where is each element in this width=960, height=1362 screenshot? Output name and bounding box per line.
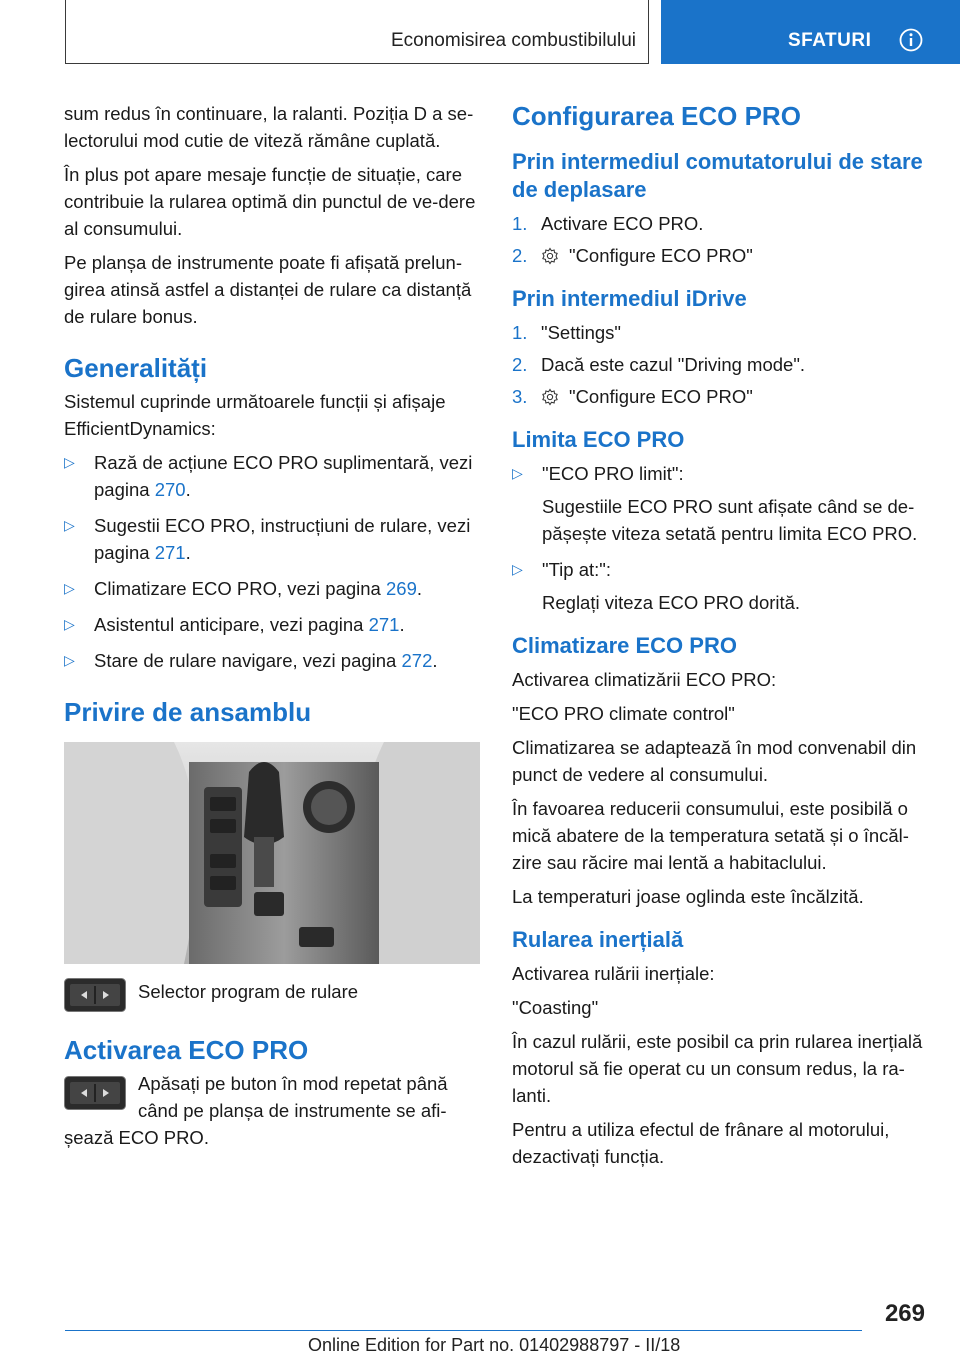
triangle-bullet-icon: ▷ <box>64 454 75 470</box>
page-link[interactable]: 271 <box>368 614 400 635</box>
heading-idrive: Prin intermediul iDrive <box>512 286 747 311</box>
idrive-steps <box>512 319 924 410</box>
paragraph: În plus pot apare mesaje funcție de situație, care contribuie la rularea optimă din punctul de ve-dere al consumului. <box>64 164 476 239</box>
triangle-bullet-icon: ▷ <box>64 580 75 596</box>
photo-caption-row <box>64 978 480 1012</box>
list-item: ▷ Stare de rulare navigare, vezi pagina 272. <box>64 647 480 674</box>
triangle-bullet-icon: ▷ <box>512 465 523 481</box>
paragraph: Activarea rulării inerțiale: <box>512 963 715 984</box>
heading-limit: Limita ECO PRO <box>512 427 685 452</box>
gear-icon <box>541 388 559 406</box>
paragraph: Sistemul cuprinde următoarele funcții și afișaje EfficientDynamics: <box>64 391 446 439</box>
page-number: 269 <box>884 1300 925 1327</box>
section-title: Economisirea combustibilului <box>391 30 636 51</box>
triangle-bullet-icon: ▷ <box>64 517 75 533</box>
paragraph: "ECO PRO climate control" <box>512 703 735 724</box>
list-item: ▷ Sugestii ECO PRO, instrucțiuni de rulare, vezi pagina 271. <box>64 512 480 566</box>
paragraph: Pentru a utiliza efectul de frânare al motorului, dezactivați funcția. <box>512 1119 890 1167</box>
heading-coasting: Rularea inerțială <box>512 927 684 952</box>
photo-caption: Selector program de rulare <box>138 981 359 1002</box>
triangle-bullet-icon: ▷ <box>64 652 75 668</box>
heading-config: Configurarea ECO PRO <box>512 101 801 131</box>
header-tab-tips[interactable] <box>661 0 960 64</box>
heading-general: Generalități <box>64 353 208 383</box>
left-column <box>64 100 480 1158</box>
limit-list <box>512 460 924 616</box>
footer-edition: Online Edition for Part no. 01402988797 - II/18 <box>308 1335 681 1355</box>
triangle-bullet-icon: ▷ <box>512 561 523 577</box>
step-item: 2. Dacă este cazul "Driving mode". <box>512 354 806 375</box>
list-item: ▷ "Tip at:": Reglați viteza ECO PRO dorită. <box>512 556 924 616</box>
driving-mode-button-icon <box>64 1076 126 1110</box>
step-item: 1. Activare ECO PRO. <box>512 213 704 234</box>
step-item: 3. "Configure ECO PRO" <box>512 386 753 407</box>
paragraph: La temperaturi joase oglinda este încălzită. <box>512 886 864 907</box>
switch-steps <box>512 210 924 269</box>
step-item: 1. "Settings" <box>512 322 621 343</box>
paragraph: sum redus în continuare, la ralanti. Poziția D a se-lectorului mod cutie de viteză rămâne cuplată. <box>64 103 474 151</box>
page-link[interactable]: 269 <box>386 578 417 599</box>
page-link[interactable]: 272 <box>401 650 433 671</box>
tab-label: SFATURI <box>788 30 872 51</box>
gear-selector-photo <box>64 742 480 964</box>
triangle-bullet-icon: ▷ <box>64 616 75 632</box>
header-section <box>65 0 649 64</box>
info-icon[interactable] <box>899 28 923 52</box>
step-item: 2. "Configure ECO PRO" <box>512 245 753 266</box>
heading-switch: Prin intermediul comutatorului de stare de deplasare <box>512 149 923 202</box>
list-item: ▷ Asistentul anticipare, vezi pagina 271. <box>64 611 480 638</box>
list-item: ▷ Climatizare ECO PRO, vezi pagina 269. <box>64 575 480 602</box>
driving-mode-button-icon <box>64 978 126 1012</box>
paragraph: În favoarea reducerii consumului, este posibilă o mică abatere de la temperatura setată și o încăl-zire sau răcire mai lentă a habitaclului. <box>512 798 909 873</box>
paragraph: În cazul rulării, este posibil ca prin rularea inerțială motorul să fie operat cu un consum redus, la ra-lanti. <box>512 1031 923 1106</box>
paragraph: Apăsați pe buton în mod repetat până când pe planșa de instrumente se afi-șează ECO PRO. <box>64 1073 448 1148</box>
list-item: ▷ "ECO PRO limit": Sugestiile ECO PRO sunt afișate când se de-pășește viteza setată pentru limita ECO PRO. <box>512 460 924 547</box>
list-item: ▷ Rază de acțiune ECO PRO suplimentară, vezi pagina 270. <box>64 449 480 503</box>
page-link[interactable]: 271 <box>154 542 186 563</box>
heading-activate: Activarea ECO PRO <box>64 1035 309 1065</box>
heading-overview: Privire de ansamblu <box>64 697 312 727</box>
paragraph: "Coasting" <box>512 997 599 1018</box>
paragraph: Activarea climatizării ECO PRO: <box>512 669 777 690</box>
gear-icon <box>541 247 559 265</box>
page-link[interactable]: 270 <box>154 479 186 500</box>
heading-climate: Climatizare ECO PRO <box>512 633 737 658</box>
footer-divider <box>65 1330 862 1331</box>
right-column <box>512 100 924 1177</box>
general-list <box>64 449 480 674</box>
paragraph: Climatizarea se adaptează în mod convenabil din punct de vedere al consumului. <box>512 737 917 785</box>
paragraph: Pe planșa de instrumente poate fi afișată prelun-girea atinsă astfel a distanței de rulare ca distanță de rulare bonus. <box>64 252 472 327</box>
